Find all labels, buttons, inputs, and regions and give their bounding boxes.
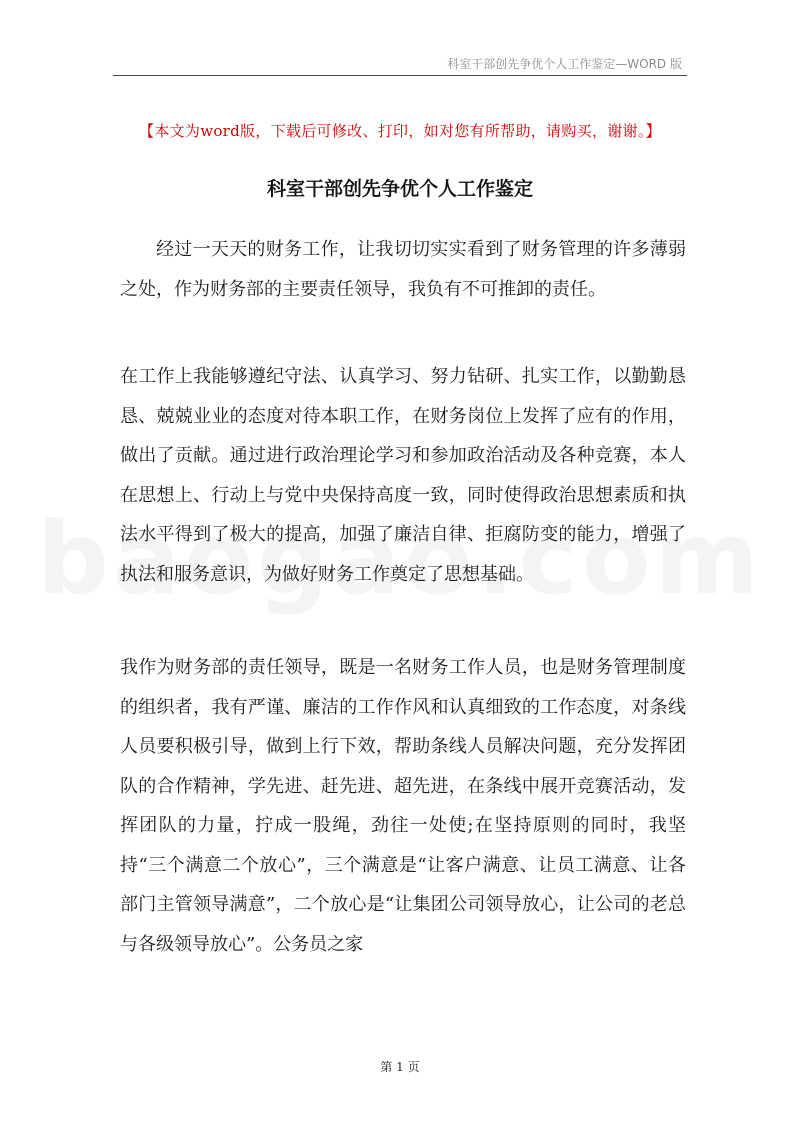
download-notice: 【本文为word版，下载后可修改、打印，如对您有所帮助，请购买，谢谢。】 xyxy=(139,122,661,140)
running-header: 科室干部创先争优个人工作鉴定—WORD 版 xyxy=(447,57,682,71)
document-title: 科室干部创先争优个人工作鉴定 xyxy=(266,178,533,200)
paragraph-3: 我作为财务部的责任领导，既是一名财务工作人员，也是财务管理制度的组织者，我有严谨、廉洁的工作作风和认真细致的工作态度，对条线人员要积极引导，做到上行下效，帮助条线人员解决问题，充分发挥团队的合作精神，学先进、赶先进、超先进，在条线中展开竞赛活动，发挥团队的力量，拧成一股绳，劲往一处使;在坚持原则的同时，我坚持“三个满意二个放心”，三个满意是“让客户满意、让员工满意、让各部门主管领导满意”，二个放心是“让集团公司领导放心，让公司的老总与各级领导放心”。公务员之家 xyxy=(120,657,686,955)
paragraph-2: 在工作上我能够遵纪守法、认真学习、努力钻研、扎实工作，以勤勤恳恳、兢兢业业的态度对待本职工作，在财务岗位上发挥了应有的作用，做出了贡献。通过进行政治理论学习和参加政治活动及各种竞赛，本人在思想上、行动上与党中央保持高度一致，同时使得政治思想素质和执法水平得到了极大的提高，加强了廉洁自律、拒腐防变的能力，增强了执法和服务意识，为做好财务工作奠定了思想基础。 xyxy=(120,366,686,585)
header-divider xyxy=(113,75,687,76)
paragraph-1: 经过一天天的财务工作，让我切切实实看到了财务管理的许多薄弱之处，作为财务部的主要责任领导，我负有不可推卸的责任。 xyxy=(120,239,686,300)
page-number: 第 1 页 xyxy=(380,1060,420,1074)
